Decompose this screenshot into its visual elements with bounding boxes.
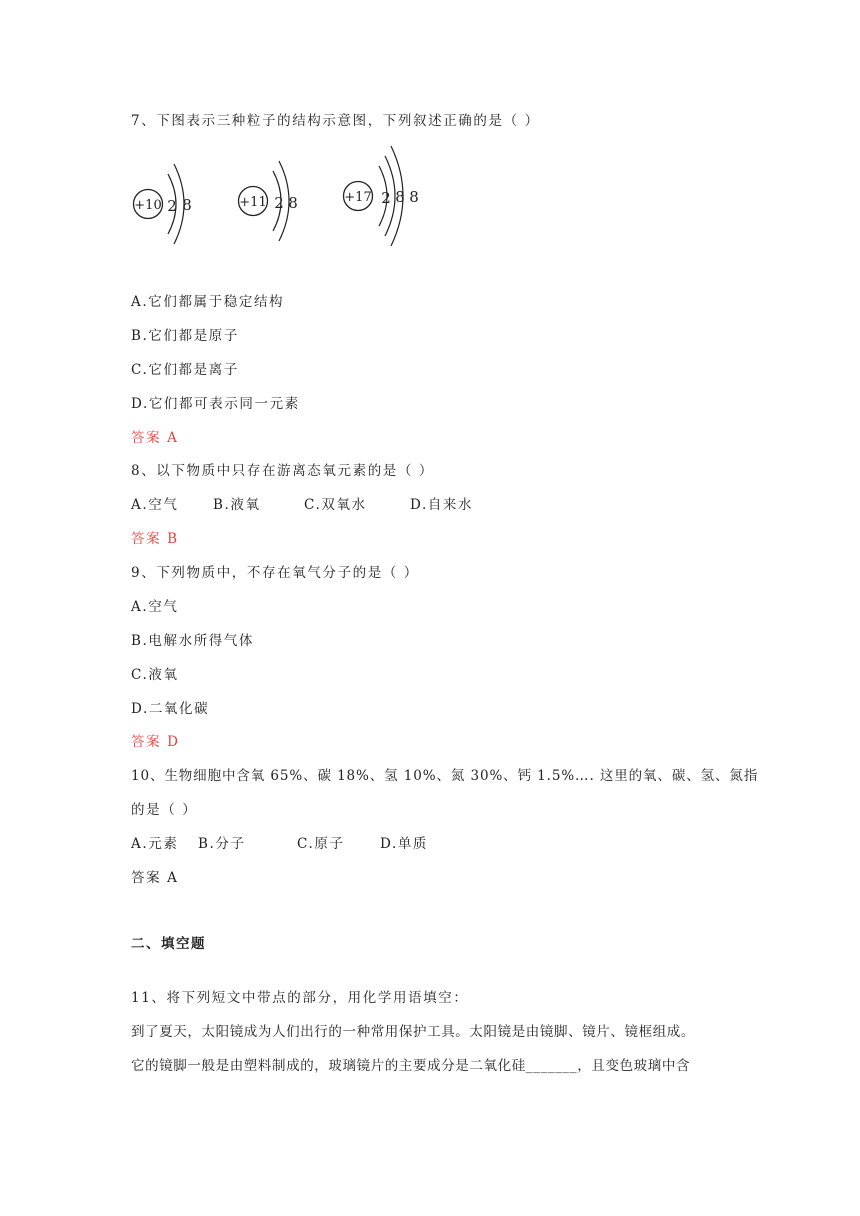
particle-3-shell-3: 8 xyxy=(409,188,419,206)
q8-answer: 答案 B xyxy=(131,531,179,547)
q8-option-a: A.空气 xyxy=(131,497,179,513)
particle-3-nucleus: +17 xyxy=(344,190,372,205)
q7-answer: 答案 A xyxy=(131,430,179,446)
question-9-stem: 9、下列物质中，不存在氧气分子的是（ ） xyxy=(131,565,419,581)
q7-option-d: D.它们都可表示同一元素 xyxy=(131,396,300,412)
q10-option-d: D.单质 xyxy=(380,836,429,852)
question-11-paragraph-line-2: 它的镜脚一般是由塑料制成的，玻璃镜片的主要成分是二氧化硅_______，且变色玻璃中含 xyxy=(131,1058,691,1074)
section-heading-fill-in: 二、填空题 xyxy=(131,936,206,952)
q8-option-b: B.液氧 xyxy=(213,497,261,513)
q9-option-b: B.电解水所得气体 xyxy=(131,633,255,649)
particle-1-structure xyxy=(134,164,192,244)
atomic-structure-diagram xyxy=(128,140,448,250)
q10-option-c: C.原子 xyxy=(297,836,345,852)
particle-1-shell-2: 8 xyxy=(182,196,192,214)
q10-option-b: B.分子 xyxy=(198,836,246,852)
question-10-stem-line-1: 10、生物细胞中含氧 65%、碳 18%、氢 10%、氮 30%、钙 1.5%…. 这里的氧、碳、氢、氮指 xyxy=(131,768,759,784)
q8-option-d: D.自来水 xyxy=(410,497,474,513)
question-11-paragraph-line-1: 到了夏天，太阳镜成为人们出行的一种常用保护工具。太阳镜是由镜脚、镜片、镜框组成。 xyxy=(131,1024,695,1040)
particle-2-shell-2: 8 xyxy=(288,194,298,212)
particle-2-shell-1: 2 xyxy=(274,194,284,212)
q9-option-c: C.液氧 xyxy=(131,667,179,683)
particle-1-shell-1: 2 xyxy=(167,197,177,215)
question-8-stem: 8、以下物质中只存在游离态氧元素的是（ ） xyxy=(131,463,434,479)
q7-option-b: B.它们都是原子 xyxy=(131,328,240,344)
q8-option-c: C.双氧水 xyxy=(304,497,367,513)
particle-3-shell-1: 2 xyxy=(381,189,391,207)
particle-2-structure xyxy=(239,161,298,241)
particle-1-nucleus: +10 xyxy=(134,198,162,213)
q9-option-d: D.二氧化碳 xyxy=(131,701,210,717)
particle-3-structure xyxy=(344,146,419,246)
q10-answer: 答案 A xyxy=(131,870,179,886)
q10-option-a: A.元素 xyxy=(131,836,179,852)
particle-2-nucleus: +11 xyxy=(239,195,267,210)
q7-option-c: C.它们都是离子 xyxy=(131,362,239,378)
question-7-stem: 7、下图表示三种粒子的结构示意图，下列叙述正确的是（ ） xyxy=(131,113,540,129)
q9-option-a: A.空气 xyxy=(131,599,179,615)
q7-option-a: A.它们都属于稳定结构 xyxy=(131,294,285,310)
question-10-stem-line-2: 的是（ ） xyxy=(131,802,198,818)
particle-3-shell-2: 8 xyxy=(395,188,405,206)
question-11-stem: 11、将下列短文中带点的部分，用化学用语填空： xyxy=(131,990,469,1006)
q9-answer: 答案 D xyxy=(131,734,180,750)
